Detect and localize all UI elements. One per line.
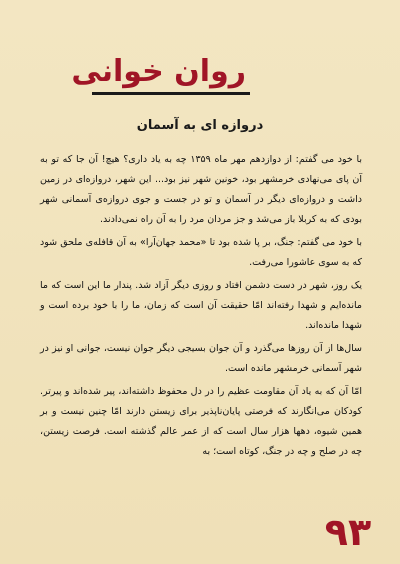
paragraph-3: یک روز، شهر در دست دشمن افتاد و روزی دیگر آزاد شد. پندار ما این است که ما مانده‌ایم و شهدا رفته‌اند امّا حقیقت آن است که زمان، ما را با خود برده است و شهدا مانده‌اند.: [40, 280, 362, 331]
paragraph-2: با خود می گفتم: جنگ، بر پا شده بود تا «محمد جهان‌آرا» به آن قافله‌ی ملحق شود که به سوی عاشورا می‌رفت.: [40, 237, 362, 268]
heading-block: [0, 52, 400, 98]
body-text: [40, 150, 362, 465]
lesson-subtitle: دروازه ای به آسمان: [136, 118, 264, 133]
paragraph-1: با خود می گفتم: از دوازدهم مهر ماه ۱۳۵۹ چه به یاد داری؟ هیچ! آن جا که تو به آن پای می‌نهادی خرمشهر بود، خونین شهر نیز بود... این شهر، دروازه‌ای در زمین داشت و دروازه‌ای دیگر در آسمان و تو در جست و جوی دروازه‌ی آسمانی شهر بودی که به کربلا باز می‌شد و جز مردان مرد را به آن راه نمی‌دادند.: [40, 154, 363, 225]
page-number: ۹۳: [324, 510, 372, 554]
paragraph-4: سال‌ها از آن روزها می‌گذرد و آن جوان بسیجی دیگر جوان نیست، جوانی او نیز در شهر آسمانی خرمشهر مانده است.: [40, 343, 362, 374]
lesson-heading: روان خوانی: [71, 54, 246, 89]
paragraph-5: امّا آن که به یاد آن مقاومت عظیم را در دل محفوظ داشته‌اند، پیر شده‌اند و پیرتر. کودکان می‌انگارند که فرصتی پایان‌ناپذیر برای زیستن دارند امّا چنین نیست و بر همین شیوه، دهها هزار سال است که از عمر عالم گذشته است. فرصت زیستن، چه در صلح و چه در جنگ، کوتاه است؛ به: [40, 386, 362, 457]
heading-underline: [92, 92, 250, 95]
